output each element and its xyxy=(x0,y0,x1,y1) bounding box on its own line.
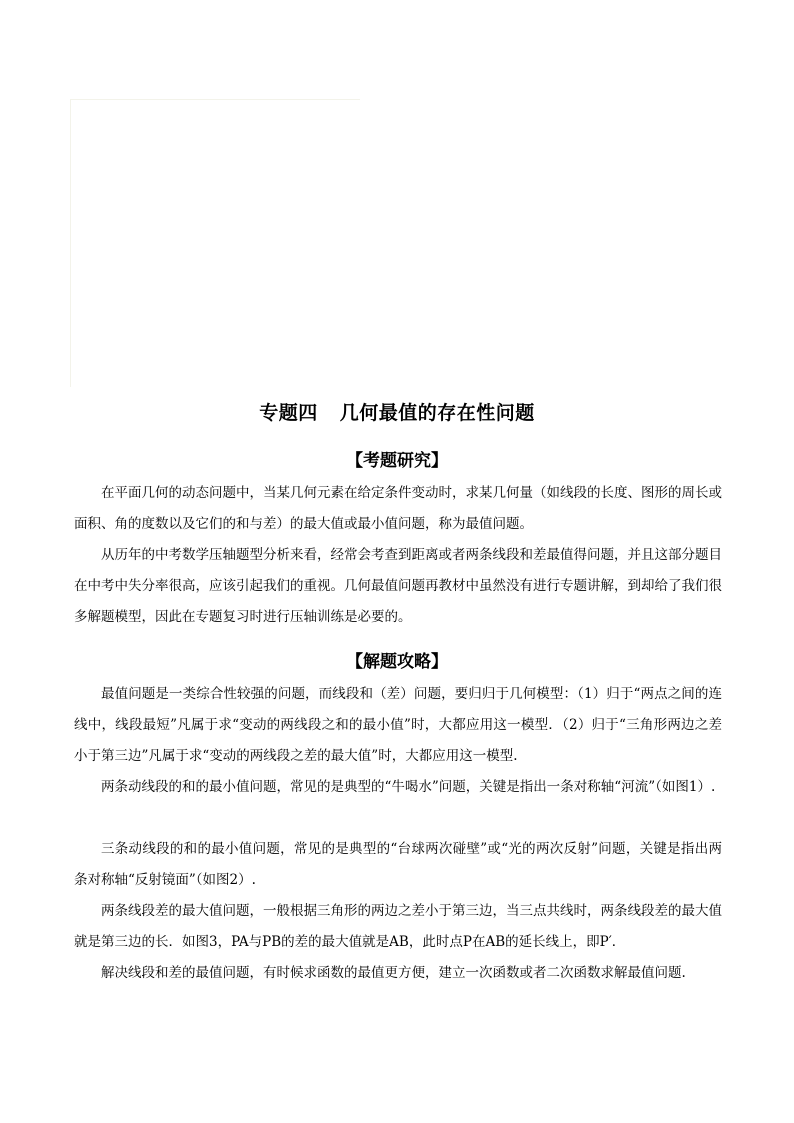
paragraph-difference-max: 两条线段差的最大值问题，一般根据三角形的两边之差小于第三边，当三点共线时，两条线段差的最大值就是第三边的长．如图3，PA与PB的差的最大值就是AB，此时点P在AB的延长线上，即P′． xyxy=(74,903,722,950)
paragraph-models: 最值问题是一类综合性较强的问题，而线段和（差）问题，要归归于几何模型：（1）归于“两点之间的连线中，线段最短”凡属于求“变动的两线段之和的最小值”时，大都应用这一模型．（2）归于“三角形两边之差小于第三边”凡属于求“变动的两线段之差的最大值”时，大都应用这一模型. xyxy=(74,686,722,764)
section-heading-strategy: 【解题攻略】 xyxy=(346,652,448,672)
paragraph-function-method: 解决线段和差的最值问题，有时候求函数的最值更方便，建立一次函数或者二次函数求解最值问题. xyxy=(101,965,686,981)
paragraph-background: 从历年的中考数学压轴题型分析来看，经常会考查到距离或者两条线段和差最值得问题，并且这部分题目在中考中失分率很高，应该引起我们的重视。几何最值问题再教材中虽然没有进行专题讲解，到却给了我们很多解题模型，因此在专题复习时进行压轴训练是必要的。 xyxy=(74,547,722,625)
title-topic-number: 专题四 xyxy=(259,402,318,424)
paragraph-definition: 在平面几何的动态问题中，当某几何元素在给定条件变动时，求某几何量（如线段的长度、图形的周长或面积、角的度数以及它们的和与差）的最大值或最小值问题，称为最值问题。 xyxy=(74,485,722,532)
blank-image-area xyxy=(70,99,360,387)
section-heading-research: 【考题研究】 xyxy=(346,451,448,471)
paragraph-two-segments: 两条动线段的和的最小值问题，常见的是典型的“牛喝水”问题，关键是指出一条对称轴“河流”（如图1）. xyxy=(101,779,716,795)
paragraph-three-segments: 三条动线段的和的最小值问题，常见的是典型的“台球两次碰壁”或“光的两次反射”问题，关键是指出两条对称轴“反射镜面”（如图2）. xyxy=(74,841,722,888)
page-title xyxy=(0,398,794,425)
title-topic-name: 几何最值的存在性问题 xyxy=(339,402,535,424)
